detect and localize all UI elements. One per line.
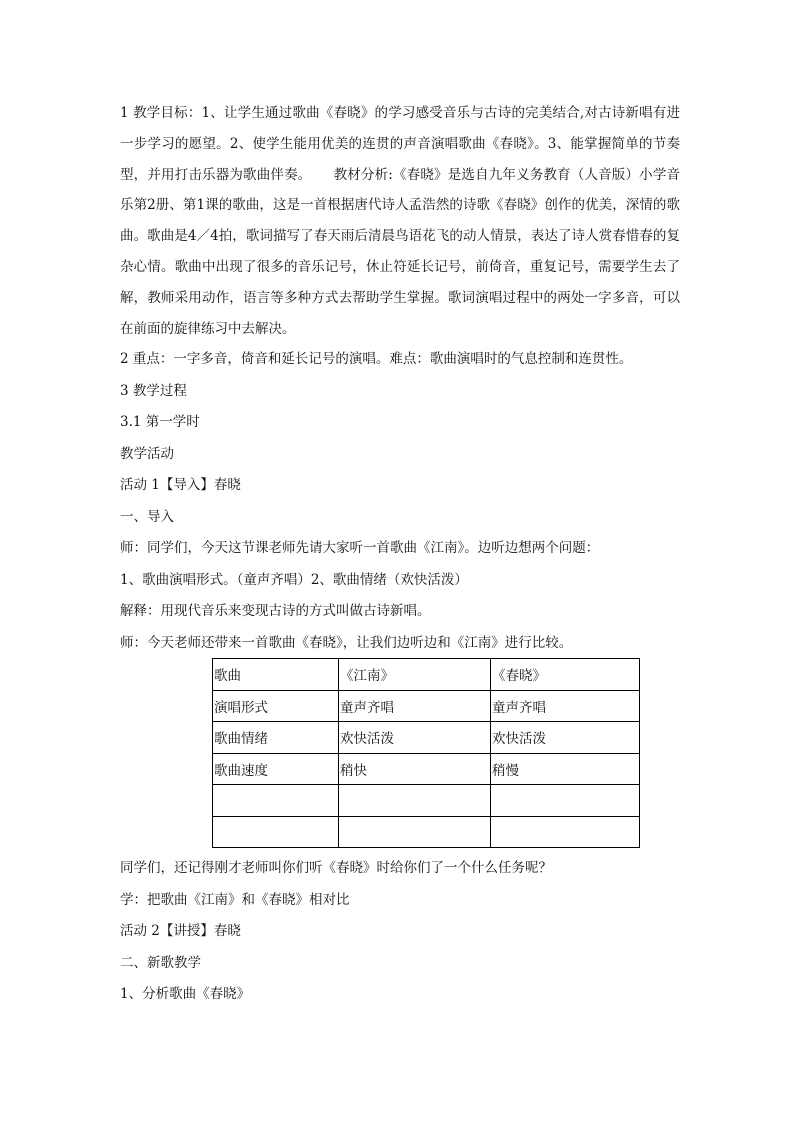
questions-line: 1、歌曲演唱形式。（童声齐唱）2、歌曲情绪（欢快活泼）	[120, 571, 468, 588]
teaching-objectives-text: 1 教学目标：1、让学生通过歌曲《春晓》的学习感受音乐与古诗的完美结合,对古诗新唱有进一步学习的愿望。2、使学生能用优美的连贯的声音演唱歌曲《春晓》。3、能掌握简单的节奏型，并用打击乐器为歌曲伴奏。	[120, 105, 680, 183]
teaching-activities-heading: 教学活动	[120, 445, 174, 462]
table-cell	[213, 785, 339, 817]
table-cell	[491, 785, 640, 817]
table-cell: 欢快活泼	[491, 722, 640, 754]
table-cell	[491, 816, 640, 848]
analysis-heading: 1、分析歌曲《春晓》	[120, 986, 251, 1002]
table-row	[213, 785, 640, 817]
subsection-heading-first-period: 3.1 第一学时	[120, 414, 200, 431]
activity-2-heading: 活动 2【讲授】春晓	[120, 923, 241, 939]
table-cell: 稍快	[339, 753, 491, 785]
table-cell: 稍慢	[491, 753, 640, 785]
table-cell: 童声齐唱	[491, 690, 640, 722]
table-cell	[339, 816, 491, 848]
table-header-cell: 歌曲	[213, 659, 339, 691]
document-body	[120, 98, 680, 659]
table-cell: 欢快活泼	[339, 722, 491, 754]
table-cell: 演唱形式	[213, 690, 339, 722]
intro-heading: 一、导入	[120, 508, 174, 525]
table-row	[213, 753, 640, 785]
table-header-cell: 《春晓》	[491, 659, 640, 691]
material-analysis-text: 教材分析:《春晓》是选自九年义务教育（人音版）小学音乐第2册、第1课的歌曲，这是一首根据唐代诗人孟浩然的诗歌《春晓》创作的优美，深情的歌曲。歌曲是4／4拍，歌词描写了春天雨后清晨鸟语花飞的动人情景，表达了诗人赏春惜春的复杂心情。歌曲中出现了很多的音乐记号，休止符延长记号，前倚音，重复记号，需要学生去了解，教师采用动作，语言等多种方式去帮助学生掌握。歌词演唱过程中的两处一字多音，可以在前面的旋律练习中去解决。	[120, 166, 680, 337]
section-heading-process: 3 教学过程	[120, 382, 187, 399]
table-row	[213, 816, 640, 848]
teacher-line-2: 师：今天老师还带来一首歌曲《春晓》，让我们边听边和《江南》进行比较。	[120, 634, 573, 651]
key-points-line: 2 重点：一字多音，倚音和延长记号的演唱。难点：歌曲演唱时的气息控制和连贯性。	[120, 351, 633, 368]
table-row	[213, 722, 640, 754]
table-header-cell: 《江南》	[339, 659, 491, 691]
table-row	[213, 690, 640, 722]
new-song-heading: 二、新歌教学	[120, 954, 201, 971]
explanation-line: 解释：用现代音乐来变现古诗的方式叫做古诗新唱。	[120, 603, 431, 620]
table-cell	[213, 816, 339, 848]
table-header-row	[213, 659, 640, 691]
table-cell: 歌曲情绪	[213, 722, 339, 754]
document-body-continued	[120, 853, 680, 1011]
student-answer-line: 学：把歌曲《江南》和《春晓》相对比	[120, 891, 350, 908]
objectives-paragraph	[120, 98, 680, 344]
teacher-question-line: 同学们，还记得刚才老师叫你们听《春晓》时给你们了一个什么任务呢？	[120, 860, 552, 876]
table-cell	[339, 785, 491, 817]
activity-1-heading: 活动 1【导入】春晓	[120, 477, 241, 494]
comparison-table	[212, 658, 640, 848]
table-cell: 歌曲速度	[213, 753, 339, 785]
teacher-line-1: 师：同学们，今天这节课老师先请大家听一首歌曲《江南》。边听边想两个问题：	[120, 540, 600, 557]
table-cell: 童声齐唱	[339, 690, 491, 722]
